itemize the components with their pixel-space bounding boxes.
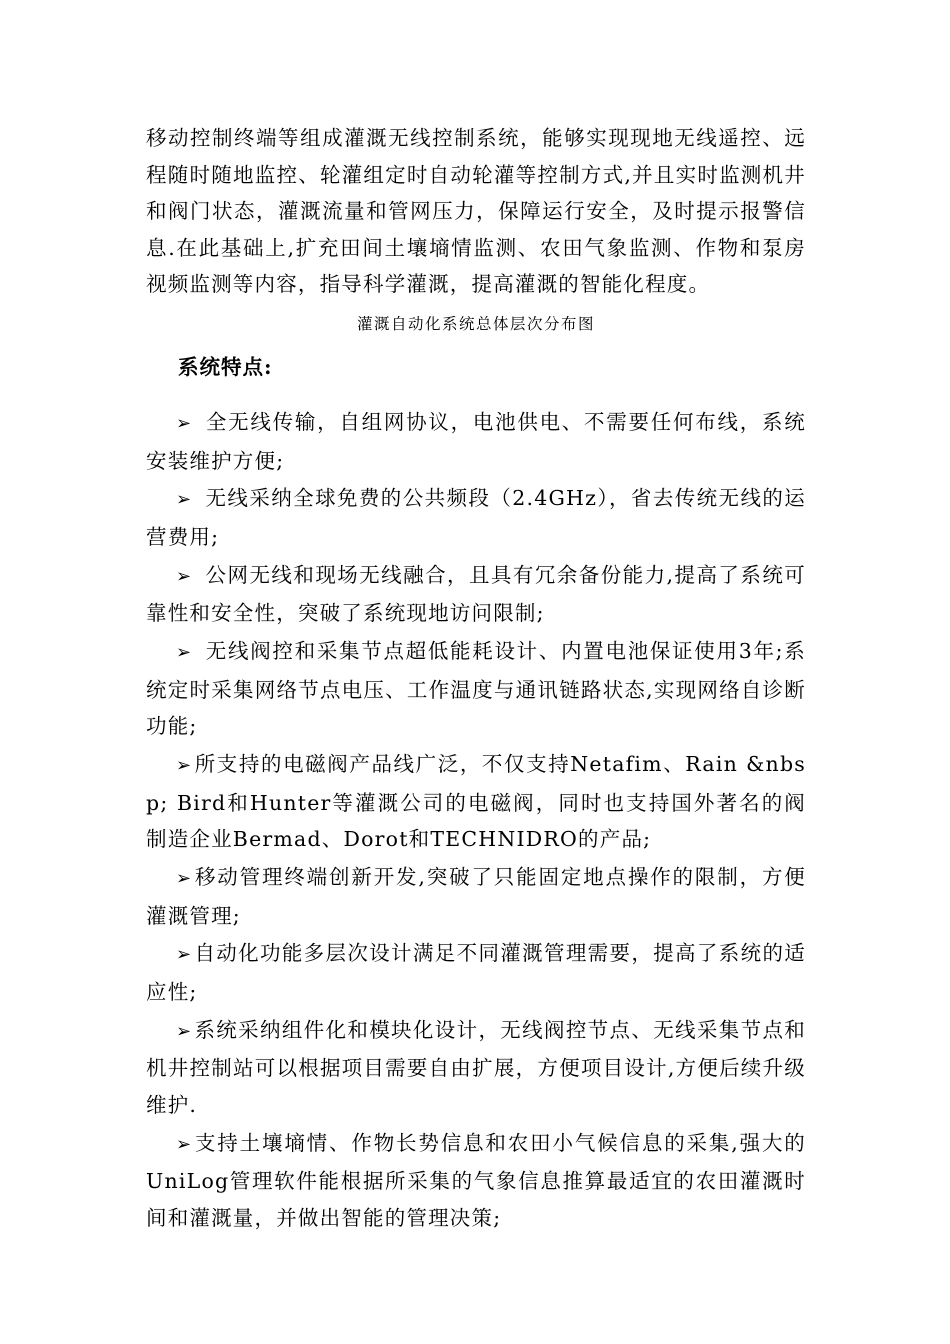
section-title: 系统特点: bbox=[178, 355, 273, 379]
feature-item bbox=[146, 557, 806, 632]
feature-text: 全无线传输，自组网协议，电池供电、不需要任何布线，系统安装维护方便; bbox=[146, 410, 806, 473]
arrowhead-bullet-icon: ➢ bbox=[176, 868, 193, 890]
feature-text: 支持土壤墒情、作物长势信息和农田小气候信息的采集,强大的UniLog管理软件能根据所采集的气象信息推算最适宜的农田灌溉时间和灌溉量，并做出智能的管理决策; bbox=[146, 1130, 806, 1230]
feature-item bbox=[146, 1012, 806, 1124]
arrowhead-bullet-icon: ➢ bbox=[176, 489, 193, 511]
feature-text: 无线采纳全球免费的公共频段（2.4GHz），省去传统无线的运营费用; bbox=[146, 486, 806, 549]
arrowhead-bullet-icon: ➢ bbox=[176, 1133, 193, 1155]
feature-item bbox=[146, 404, 806, 479]
arrowhead-bullet-icon: ➢ bbox=[176, 642, 193, 664]
arrowhead-bullet-icon: ➢ bbox=[176, 413, 193, 434]
feature-list bbox=[146, 404, 806, 1238]
arrowhead-bullet-icon: ➢ bbox=[176, 1020, 193, 1042]
feature-text: 系统采纳组件化和模块化设计，无线阀控节点、无线采集节点和机井控制站可以根据项目需要自由扩展，方便项目设计,方便后续升级维护. bbox=[146, 1017, 806, 1117]
feature-text: 公网无线和现场无线融合，且具有冗余备份能力,提高了系统可靠性和安全性，突破了系统现地访问限制; bbox=[146, 562, 806, 626]
arrowhead-bullet-icon: ➢ bbox=[176, 755, 193, 777]
feature-item bbox=[146, 480, 806, 555]
arrowhead-bullet-icon: ➢ bbox=[176, 565, 193, 587]
feature-text: 自动化功能多层次设计满足不同灌溉管理需要，提高了系统的适应性; bbox=[146, 941, 806, 1005]
feature-text: 无线阀控和采集节点超低能耗设计、内置电池保证使用3年;系统定时采集网络节点电压、工作温度与通讯链路状态,实现网络自诊断功能; bbox=[146, 639, 806, 739]
feature-item bbox=[146, 859, 806, 934]
feature-item bbox=[146, 935, 806, 1010]
feature-text: 移动管理终端创新开发,突破了只能固定地点操作的限制，方便灌溉管理; bbox=[146, 865, 806, 928]
feature-text: 所支持的电磁阀产品线广泛，不仅支持Netafim、Rain &nbsp; Bird和Hunter等灌溉公司的电磁阀，同时也支持国外著名的阀制造企业Bermad、Dorot和TECHNIDRO的产品; bbox=[146, 752, 806, 852]
feature-item bbox=[146, 1125, 806, 1237]
arrowhead-bullet-icon: ➢ bbox=[176, 944, 193, 966]
figure-caption: 灌溉自动化系统总体层次分布图 bbox=[356, 315, 595, 333]
intro-paragraph: 移动控制终端等组成灌溉无线控制系统，能够实现现地无线遥控、远程随时随地监控、轮灌组定时自动轮灌等控制方式,并且实时监测机井和阀门状态，灌溉流量和管网压力，保障运行安全，及时提示报警信息.在此基础上,扩充田间土壤墒情监测、农田气象监测、作物和泵房视频监测等内容，指导科学灌溉，提高灌溉的智能化程度。 bbox=[146, 126, 806, 297]
feature-item bbox=[146, 633, 806, 745]
feature-item bbox=[146, 746, 806, 858]
